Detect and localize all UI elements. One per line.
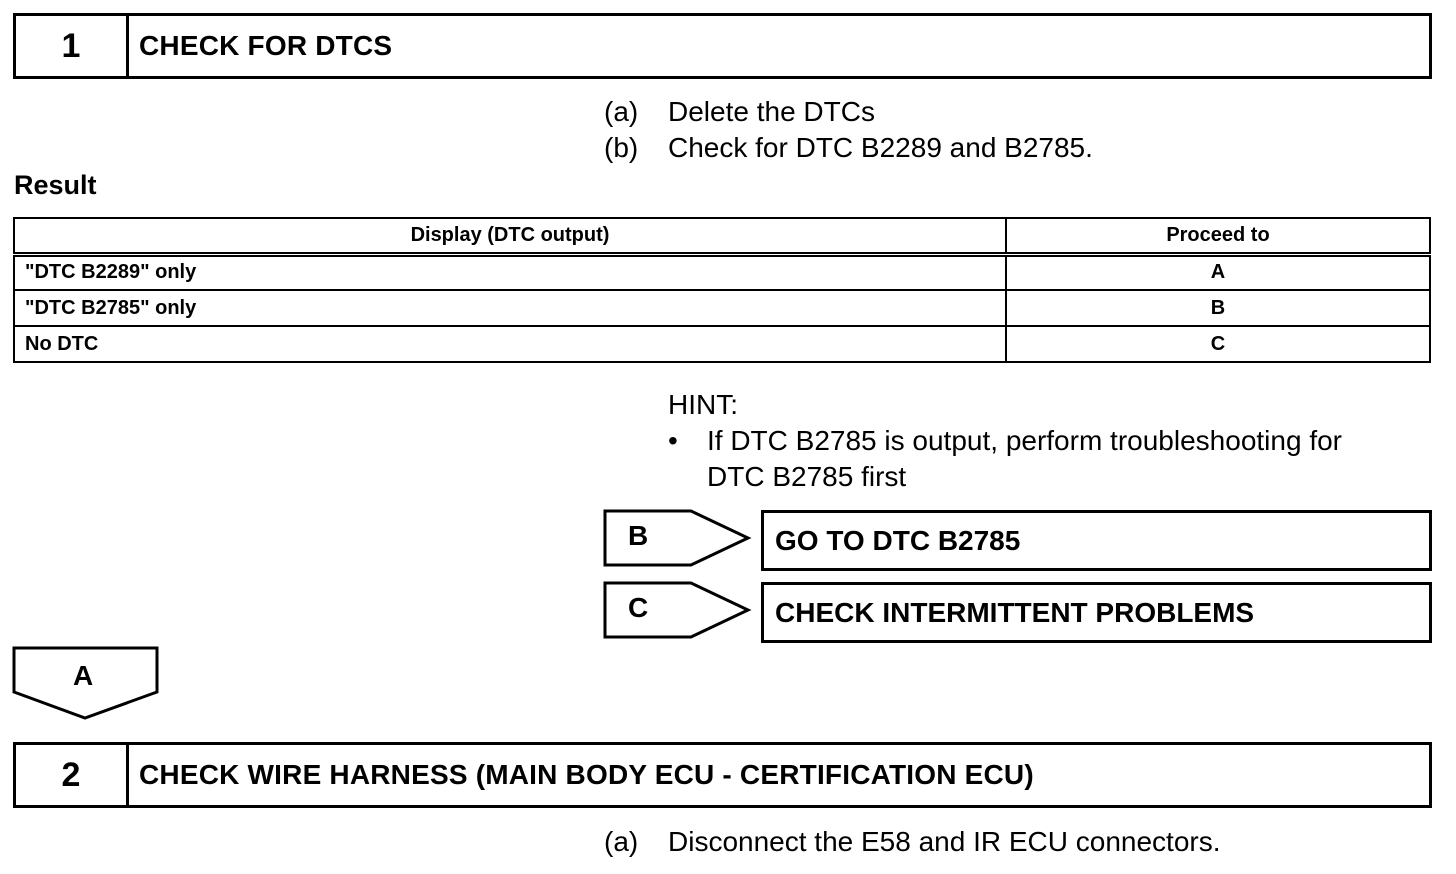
- column-header-proceed: Proceed to: [1006, 218, 1430, 254]
- instruction-2a: [604, 826, 1221, 858]
- step-title: CHECK FOR DTCS: [139, 30, 393, 61]
- branch-b-target-text: GO TO DTC B2785: [775, 524, 1021, 556]
- table-cell: B: [1006, 290, 1430, 326]
- table-header-row: [14, 218, 1430, 254]
- table-cell: "DTC B2785" only: [14, 290, 1006, 326]
- instruction-b: [604, 132, 1093, 164]
- branch-c-code: C: [628, 592, 649, 623]
- table-cell: A: [1006, 254, 1430, 290]
- instruction-label: (a): [604, 96, 639, 127]
- step-2-header: [13, 742, 1432, 808]
- instruction-text: Check for DTC B2289 and B2785.: [668, 132, 1093, 163]
- instruction-text: Disconnect the E58 and IR ECU connectors.: [668, 826, 1221, 857]
- table-row: [14, 290, 1430, 326]
- step-title: CHECK WIRE HARNESS (MAIN BODY ECU - CERTIFICATION ECU): [139, 759, 1034, 790]
- instruction-label: (b): [604, 132, 639, 163]
- hint-line-2: DTC B2785 first: [707, 461, 907, 492]
- branch-c-target-text: CHECK INTERMITTENT PROBLEMS: [775, 596, 1255, 628]
- branch-c-arrow-icon: [603, 581, 753, 639]
- table-cell: No DTC: [14, 326, 1006, 362]
- result-label: Result: [14, 170, 97, 200]
- table-row: [14, 326, 1430, 362]
- branch-b-code: B: [628, 520, 649, 551]
- hint-bullet: •: [668, 425, 678, 456]
- column-header-display: Display (DTC output): [14, 218, 1006, 254]
- step-number: 1: [16, 16, 129, 76]
- instruction-a: [604, 96, 875, 128]
- continue-a-code: A: [73, 660, 94, 691]
- branch-b-arrow-icon: [603, 509, 753, 567]
- branch-c-target: [761, 582, 1432, 643]
- hint-title: HINT:: [668, 389, 738, 420]
- branch-b-target: [761, 510, 1432, 571]
- step-number: 2: [16, 745, 129, 805]
- table-cell: "DTC B2289" only: [14, 254, 1006, 290]
- step-1-header: [13, 13, 1432, 79]
- instruction-label: (a): [604, 826, 639, 857]
- hint-line-1: If DTC B2785 is output, perform troubleshooting for: [707, 425, 1342, 456]
- instruction-text: Delete the DTCs: [668, 96, 875, 127]
- table-row: [14, 254, 1430, 290]
- result-table: [13, 217, 1431, 363]
- table-cell: C: [1006, 326, 1430, 362]
